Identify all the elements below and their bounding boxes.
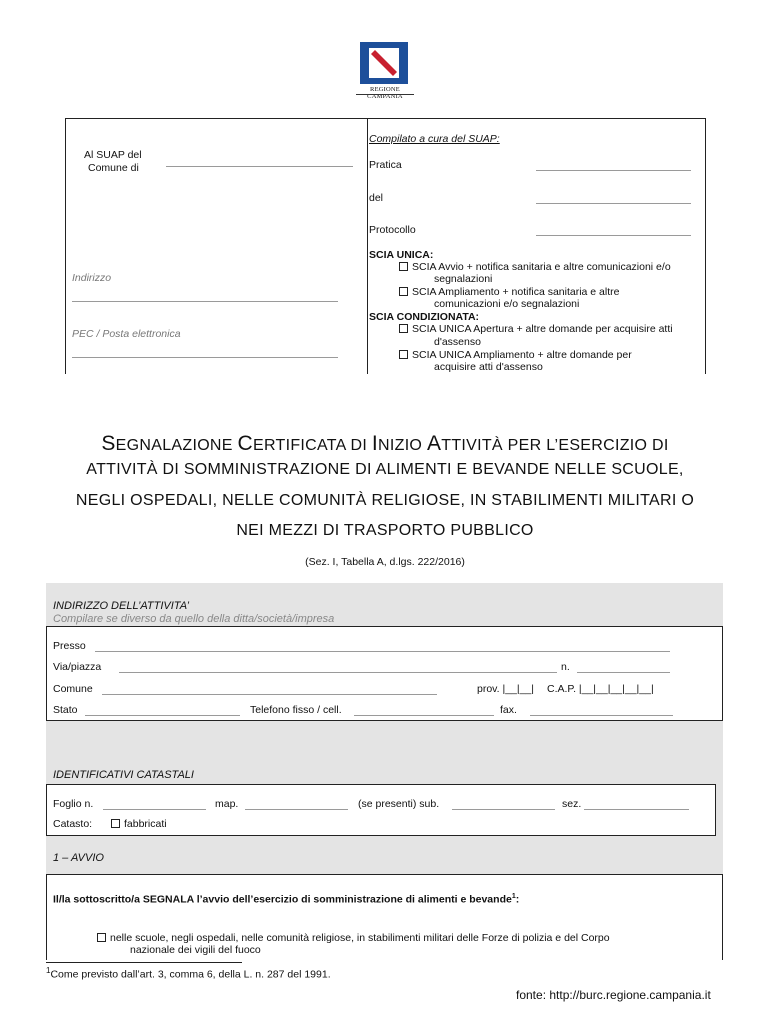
fax-label: fax.	[500, 704, 517, 716]
header-box: Al SUAP del Comune di Indirizzo PEC / Posta elettronica Compilato a cura del SUAP: Pratica del Protocollo SCIA UNICA: SCIA Avvio + notifica sanitaria e altre comunicazioni e/o segnalazioni SCIA Ampliamento + notifica sanitaria e altre comunicazioni e/o segnalazioni SCIA CONDIZIONATA: SCIA UNICA Apertura + altre domande per acquisire atti d'assenso SCIA UNICA Ampliamento + altre domande per acquisire atti d'assenso	[65, 118, 706, 374]
suap-label-1: Al SUAP del	[84, 149, 142, 161]
compilato-label: Compilato a cura del SUAP:	[369, 133, 500, 145]
indirizzo-label: Indirizzo	[72, 272, 112, 284]
sez-label: sez.	[562, 798, 582, 810]
pec-field[interactable]	[72, 357, 338, 358]
scuole-ospedali-option[interactable]: nelle scuole, negli ospedali, nelle comunità religiose, in stabilimenti militari delle Forze di polizia e del Corpo	[97, 932, 610, 944]
scia-avvio-option[interactable]: SCIA Avvio + notifica sanitaria e altre comunicazioni e/o	[399, 261, 671, 273]
via-field[interactable]	[119, 672, 557, 673]
legal-reference: (Sez. I, Tabella A, d.lgs. 222/2016)	[305, 556, 465, 568]
del-field[interactable]	[536, 203, 691, 204]
map-label: map.	[215, 798, 239, 810]
indirizzo-attivita-subheading: Compilare se diverso da quello della ditta/società/impresa	[53, 613, 335, 625]
title-line-2: ATTIVITÀ DI SOMMINISTRAZIONE DI ALIMENTI E BEVANDE NELLE SCUOLE,	[86, 461, 684, 478]
foglio-label: Foglio n.	[53, 798, 94, 810]
title-line-3: NEGLI OSPEDALI, NELLE COMUNITÀ RELIGIOSE, IN STABILIMENTI MILITARI O	[75, 492, 695, 509]
comune-attivita-field[interactable]	[102, 694, 437, 695]
sez-field[interactable]	[584, 809, 689, 810]
foglio-field[interactable]	[103, 809, 206, 810]
checkbox-icon[interactable]	[399, 350, 408, 359]
scia-unica-heading: SCIA UNICA:	[369, 249, 434, 261]
comune-label: Comune	[53, 683, 93, 695]
presso-label: Presso	[53, 640, 86, 652]
pratica-field[interactable]	[536, 170, 691, 171]
logo-emblem	[360, 42, 408, 84]
pratica-label: Pratica	[369, 159, 402, 171]
title-line-4: NEI MEZZI DI TRASPORTO PUBBLICO	[236, 522, 534, 539]
logo-caption: REGIONE CAMPANIA	[367, 86, 403, 100]
avvio-heading: 1 – AVVIO	[53, 852, 104, 864]
numero-field[interactable]	[577, 672, 670, 673]
scia-condizionata-heading: SCIA CONDIZIONATA:	[369, 311, 480, 323]
presso-field[interactable]	[95, 651, 670, 652]
indirizzo-field[interactable]	[72, 301, 338, 302]
scia-unica-ampliamento-option[interactable]: SCIA UNICA Ampliamento + altre domande per	[399, 349, 632, 361]
logo-stripe-icon	[369, 48, 399, 78]
protocollo-field[interactable]	[536, 235, 691, 236]
pec-label: PEC / Posta elettronica	[72, 328, 181, 340]
prov-field[interactable]: prov. |__|__|	[477, 683, 535, 695]
telefono-label: Telefono fisso / cell.	[250, 704, 342, 716]
footnote: $^1$Come previsto dall’art. 3, comma 6, della L. n. 287 del 1991.	[46, 966, 331, 981]
cap-field[interactable]: C.A.P. |__|__|__|__|__|	[547, 683, 654, 695]
scia-apertura-option[interactable]: SCIA UNICA Apertura + altre domande per acquisire atti	[399, 323, 673, 335]
source-url: fonte: http://burc.regione.campania.it	[516, 988, 711, 1002]
comune-field[interactable]	[166, 166, 353, 167]
title-line-1: SEGNALAZIONE CERTIFICATA DI INIZIO ATTIVITÀ PER L’ESERCIZIO DI	[101, 432, 669, 455]
checkbox-icon[interactable]	[399, 262, 408, 271]
protocollo-label: Protocollo	[369, 224, 416, 236]
catastali-box	[46, 784, 716, 836]
regione-campania-logo	[352, 42, 418, 100]
numero-label: n.	[561, 661, 570, 673]
stato-label: Stato	[53, 704, 78, 716]
suap-label-2: Comune di	[88, 162, 139, 174]
catastali-heading: IDENTIFICATIVI CATASTALI	[53, 769, 194, 781]
checkbox-icon[interactable]	[111, 819, 120, 828]
checkbox-icon[interactable]	[399, 324, 408, 333]
via-label: Via/piazza	[53, 661, 102, 673]
indirizzo-attivita-heading: INDIRIZZO DELL’ATTIVITA’	[53, 600, 190, 612]
segnala-text: Il/la sottoscritto/a SEGNALA l’avvio dell’esercizio di somministrazione di alimenti e bevande$^1$:	[53, 893, 520, 906]
checkbox-icon[interactable]	[399, 287, 408, 296]
fabbricati-option[interactable]: fabbricati	[111, 818, 167, 830]
telefono-field[interactable]	[354, 715, 494, 716]
map-field[interactable]	[245, 809, 348, 810]
indirizzo-attivita-box	[46, 626, 723, 721]
stato-field[interactable]	[85, 715, 240, 716]
catasto-label: Catasto:	[53, 818, 93, 830]
sub-field[interactable]	[452, 809, 555, 810]
footnote-separator	[46, 962, 242, 963]
avvio-box: Il/la sottoscritto/a SEGNALA l’avvio dell’esercizio di somministrazione di alimenti e bevande$^1$: nelle scuole, negli ospedali, nelle comunità religiose, in stabilimenti militari delle Forze di polizia e del Corpo nazionale dei vigili del fuoco	[46, 874, 723, 960]
checkbox-icon[interactable]	[97, 933, 106, 942]
sub-label: (se presenti) sub.	[358, 798, 440, 810]
avvio-grey-panel	[46, 836, 723, 874]
fax-field[interactable]	[530, 715, 673, 716]
del-label: del	[369, 192, 384, 204]
scia-ampliamento-option[interactable]: SCIA Ampliamento + notifica sanitaria e altre	[399, 286, 619, 298]
